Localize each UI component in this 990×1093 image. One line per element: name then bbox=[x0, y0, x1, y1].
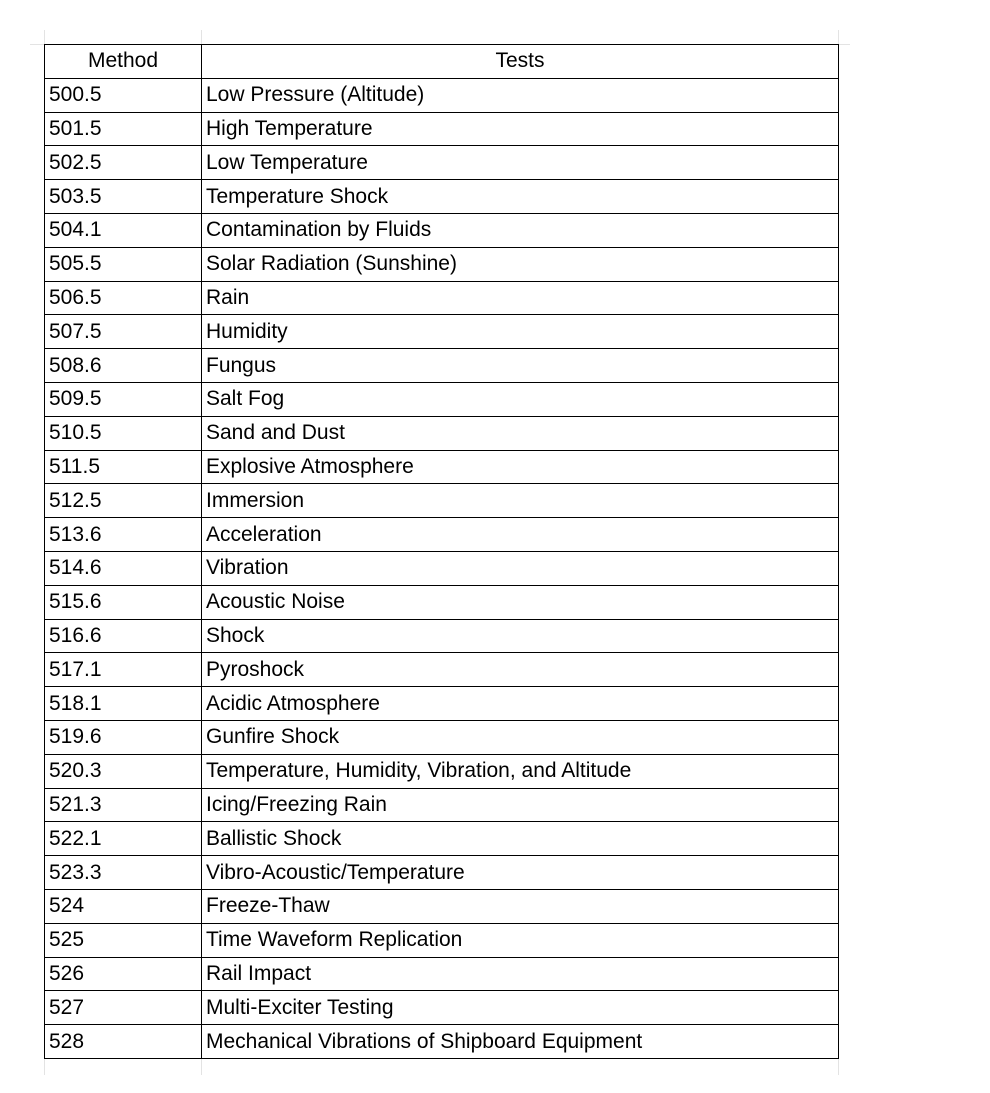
table-row bbox=[45, 991, 839, 1025]
test-cell[interactable]: Ballistic Shock bbox=[202, 822, 839, 856]
test-cell[interactable]: Rain bbox=[202, 281, 839, 315]
header-row bbox=[45, 45, 839, 79]
table-row bbox=[45, 180, 839, 214]
method-cell[interactable]: 526 bbox=[45, 957, 202, 991]
test-cell[interactable]: Sand and Dust bbox=[202, 416, 839, 450]
test-cell[interactable]: Solar Radiation (Sunshine) bbox=[202, 247, 839, 281]
test-cell[interactable]: Rail Impact bbox=[202, 957, 839, 991]
test-cell[interactable]: Time Waveform Replication bbox=[202, 923, 839, 957]
method-cell[interactable]: 528 bbox=[45, 1025, 202, 1059]
method-cell[interactable]: 517.1 bbox=[45, 653, 202, 687]
test-cell[interactable]: Low Temperature bbox=[202, 146, 839, 180]
table-row bbox=[45, 78, 839, 112]
table-row bbox=[45, 923, 839, 957]
test-cell[interactable]: Icing/Freezing Rain bbox=[202, 788, 839, 822]
table-row bbox=[45, 585, 839, 619]
test-cell[interactable]: Gunfire Shock bbox=[202, 720, 839, 754]
method-cell[interactable]: 506.5 bbox=[45, 281, 202, 315]
table-row bbox=[45, 112, 839, 146]
table-row bbox=[45, 822, 839, 856]
method-cell[interactable]: 515.6 bbox=[45, 585, 202, 619]
test-cell[interactable]: Temperature Shock bbox=[202, 180, 839, 214]
method-cell[interactable]: 500.5 bbox=[45, 78, 202, 112]
test-cell[interactable]: High Temperature bbox=[202, 112, 839, 146]
test-cell[interactable]: Acoustic Noise bbox=[202, 585, 839, 619]
method-cell[interactable]: 525 bbox=[45, 923, 202, 957]
test-cell[interactable]: Vibro-Acoustic/Temperature bbox=[202, 856, 839, 890]
table-row bbox=[45, 653, 839, 687]
table-row bbox=[45, 315, 839, 349]
methods-table bbox=[44, 44, 839, 1059]
test-cell[interactable]: Multi-Exciter Testing bbox=[202, 991, 839, 1025]
test-cell[interactable]: Temperature, Humidity, Vibration, and Altitude bbox=[202, 754, 839, 788]
test-cell[interactable]: Pyroshock bbox=[202, 653, 839, 687]
table-row bbox=[45, 687, 839, 721]
test-cell[interactable]: Explosive Atmosphere bbox=[202, 450, 839, 484]
method-cell[interactable]: 503.5 bbox=[45, 180, 202, 214]
test-cell[interactable]: Acceleration bbox=[202, 518, 839, 552]
method-cell[interactable]: 509.5 bbox=[45, 382, 202, 416]
method-cell[interactable]: 520.3 bbox=[45, 754, 202, 788]
table-row bbox=[45, 754, 839, 788]
table-row bbox=[45, 551, 839, 585]
table-row bbox=[45, 518, 839, 552]
table-row bbox=[45, 382, 839, 416]
method-cell[interactable]: 511.5 bbox=[45, 450, 202, 484]
test-cell[interactable]: Vibration bbox=[202, 551, 839, 585]
method-cell[interactable]: 524 bbox=[45, 889, 202, 923]
method-cell[interactable]: 502.5 bbox=[45, 146, 202, 180]
test-cell[interactable]: Contamination by Fluids bbox=[202, 213, 839, 247]
method-cell[interactable]: 504.1 bbox=[45, 213, 202, 247]
test-cell[interactable]: Humidity bbox=[202, 315, 839, 349]
test-cell[interactable]: Salt Fog bbox=[202, 382, 839, 416]
method-cell[interactable]: 521.3 bbox=[45, 788, 202, 822]
table-row bbox=[45, 247, 839, 281]
method-cell[interactable]: 523.3 bbox=[45, 856, 202, 890]
header-method[interactable]: Method bbox=[45, 45, 202, 79]
method-cell[interactable]: 508.6 bbox=[45, 349, 202, 383]
method-cell[interactable]: 505.5 bbox=[45, 247, 202, 281]
method-cell[interactable]: 513.6 bbox=[45, 518, 202, 552]
table-row bbox=[45, 484, 839, 518]
table-row bbox=[45, 957, 839, 991]
table-row bbox=[45, 416, 839, 450]
method-cell[interactable]: 501.5 bbox=[45, 112, 202, 146]
method-cell[interactable]: 527 bbox=[45, 991, 202, 1025]
test-cell[interactable]: Immersion bbox=[202, 484, 839, 518]
method-cell[interactable]: 514.6 bbox=[45, 551, 202, 585]
header-tests[interactable]: Tests bbox=[202, 45, 839, 79]
table-row bbox=[45, 889, 839, 923]
method-cell[interactable]: 512.5 bbox=[45, 484, 202, 518]
table-row bbox=[45, 788, 839, 822]
method-cell[interactable]: 507.5 bbox=[45, 315, 202, 349]
table-row bbox=[45, 720, 839, 754]
table-body bbox=[45, 78, 839, 1058]
table-row bbox=[45, 1025, 839, 1059]
method-cell[interactable]: 510.5 bbox=[45, 416, 202, 450]
table-row bbox=[45, 619, 839, 653]
test-cell[interactable]: Acidic Atmosphere bbox=[202, 687, 839, 721]
test-cell[interactable]: Fungus bbox=[202, 349, 839, 383]
table-row bbox=[45, 146, 839, 180]
table-row bbox=[45, 450, 839, 484]
method-cell[interactable]: 516.6 bbox=[45, 619, 202, 653]
table-row bbox=[45, 349, 839, 383]
test-cell[interactable]: Mechanical Vibrations of Shipboard Equipment bbox=[202, 1025, 839, 1059]
method-cell[interactable]: 518.1 bbox=[45, 687, 202, 721]
table-row bbox=[45, 281, 839, 315]
method-cell[interactable]: 522.1 bbox=[45, 822, 202, 856]
table-row bbox=[45, 856, 839, 890]
table-row bbox=[45, 213, 839, 247]
test-cell[interactable]: Freeze-Thaw bbox=[202, 889, 839, 923]
test-cell[interactable]: Shock bbox=[202, 619, 839, 653]
method-cell[interactable]: 519.6 bbox=[45, 720, 202, 754]
test-cell[interactable]: Low Pressure (Altitude) bbox=[202, 78, 839, 112]
